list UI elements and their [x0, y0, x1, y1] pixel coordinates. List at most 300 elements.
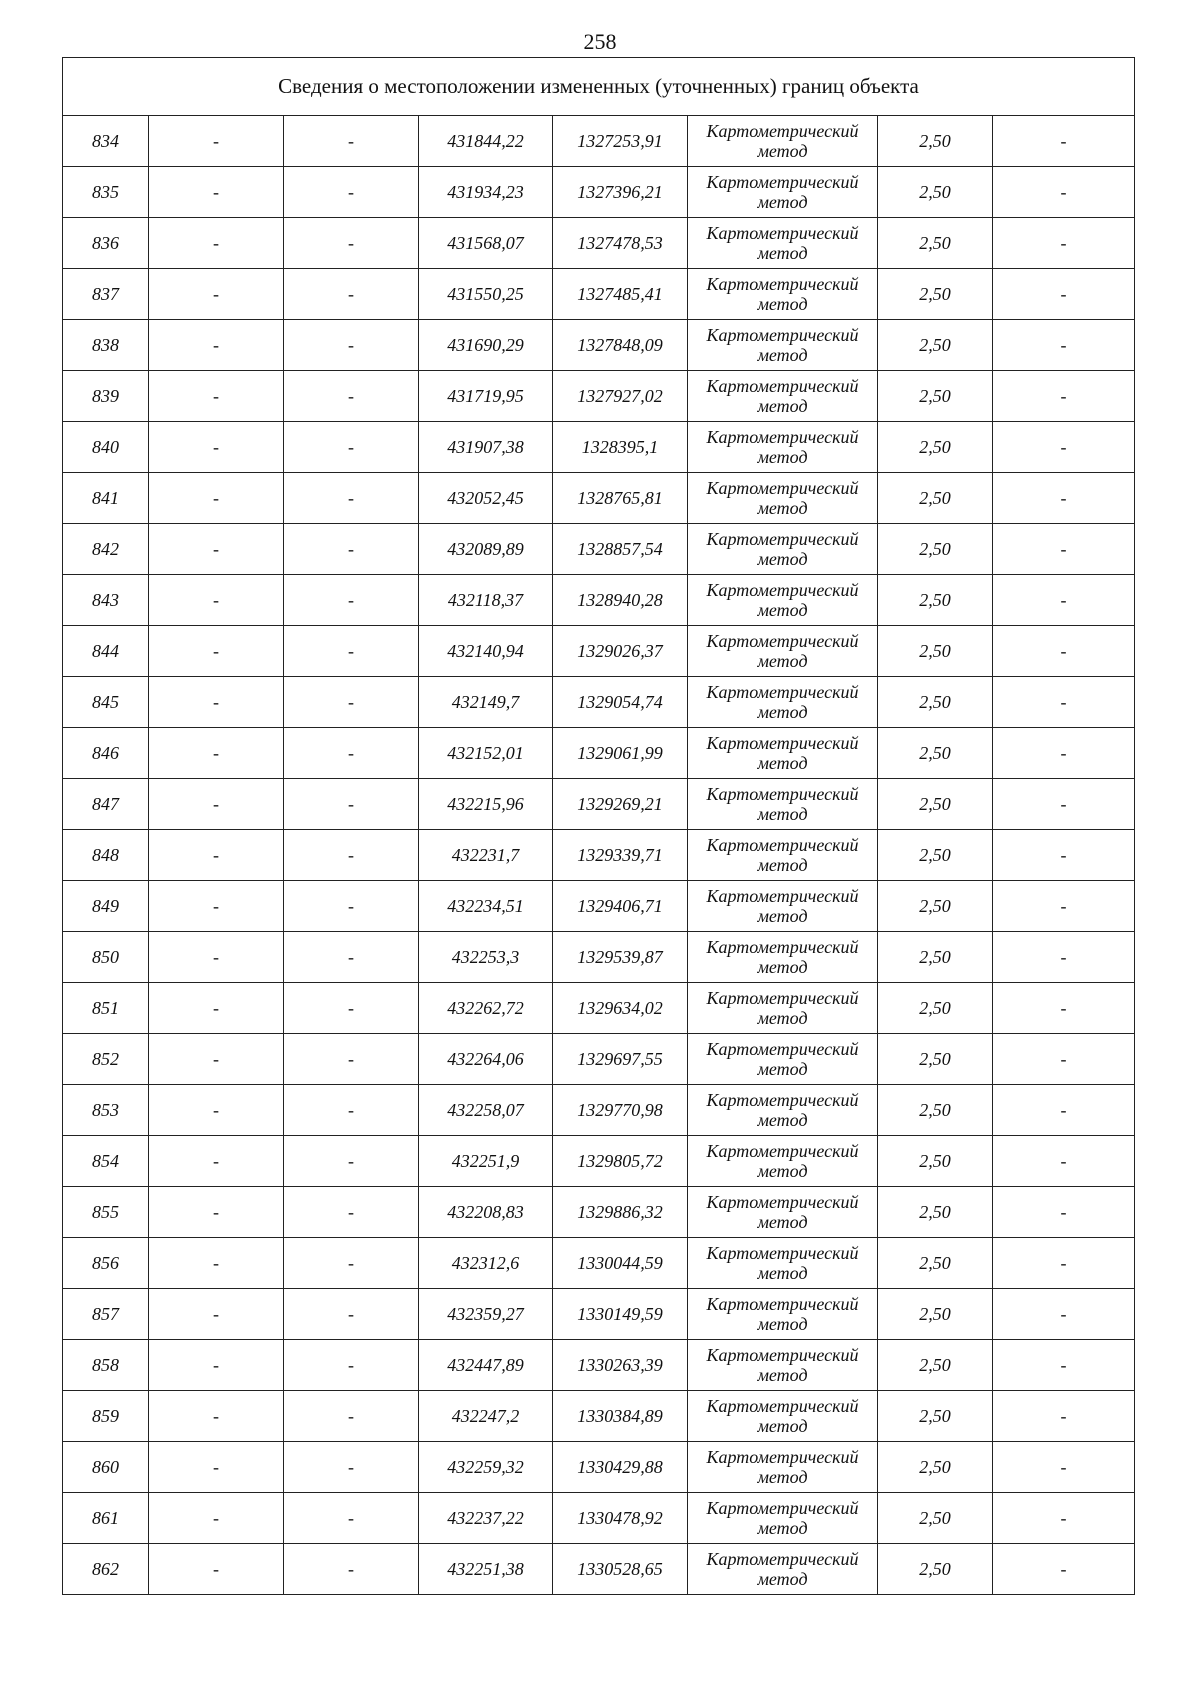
empty-cell: -	[149, 371, 284, 422]
method-cell	[688, 830, 878, 881]
method-line-2: метод	[757, 804, 808, 824]
x-coordinate-cell: 432089,89	[419, 524, 553, 575]
precision-cell: 2,50	[878, 1289, 993, 1340]
empty-cell: -	[284, 1340, 419, 1391]
empty-cell: -	[993, 1136, 1135, 1187]
precision-cell: 2,50	[878, 116, 993, 167]
empty-cell: -	[149, 422, 284, 473]
method-line-1: Картометрический	[706, 937, 859, 957]
method-line-1: Картометрический	[706, 886, 859, 906]
empty-cell: -	[284, 1136, 419, 1187]
y-coordinate-cell: 1330263,39	[553, 1340, 688, 1391]
point-number-cell: 853	[63, 1085, 149, 1136]
method-cell	[688, 269, 878, 320]
y-coordinate-cell: 1329339,71	[553, 830, 688, 881]
method-line-2: метод	[757, 1161, 808, 1181]
table-row	[63, 218, 1135, 269]
table-row	[63, 116, 1135, 167]
point-number-cell: 854	[63, 1136, 149, 1187]
method-line-1: Картометрический	[706, 988, 859, 1008]
page-number: 258	[583, 29, 617, 54]
method-line-1: Картометрический	[706, 682, 859, 702]
method-line-2: метод	[757, 1314, 808, 1334]
precision-cell: 2,50	[878, 167, 993, 218]
point-number-cell: 845	[63, 677, 149, 728]
method-line-1: Картометрический	[706, 631, 859, 651]
x-coordinate-cell: 432259,32	[419, 1442, 553, 1493]
y-coordinate-cell: 1330429,88	[553, 1442, 688, 1493]
method-line-2: метод	[757, 1212, 808, 1232]
method-cell	[688, 116, 878, 167]
empty-cell: -	[993, 1034, 1135, 1085]
y-coordinate-cell: 1330478,92	[553, 1493, 688, 1544]
x-coordinate-cell: 432359,27	[419, 1289, 553, 1340]
x-coordinate-cell: 431907,38	[419, 422, 553, 473]
empty-cell: -	[993, 473, 1135, 524]
x-coordinate-cell: 432234,51	[419, 881, 553, 932]
y-coordinate-cell: 1329054,74	[553, 677, 688, 728]
precision-cell: 2,50	[878, 473, 993, 524]
x-coordinate-cell: 432052,45	[419, 473, 553, 524]
precision-cell: 2,50	[878, 1340, 993, 1391]
method-line-1: Картометрический	[706, 733, 859, 753]
empty-cell: -	[149, 1391, 284, 1442]
precision-cell: 2,50	[878, 1544, 993, 1595]
precision-cell: 2,50	[878, 626, 993, 677]
x-coordinate-cell: 432149,7	[419, 677, 553, 728]
method-cell	[688, 677, 878, 728]
y-coordinate-cell: 1328395,1	[553, 422, 688, 473]
table-row	[63, 932, 1135, 983]
empty-cell: -	[284, 269, 419, 320]
method-cell	[688, 626, 878, 677]
y-coordinate-cell: 1329406,71	[553, 881, 688, 932]
method-line-2: метод	[757, 753, 808, 773]
empty-cell: -	[284, 626, 419, 677]
point-number-cell: 835	[63, 167, 149, 218]
method-line-2: метод	[757, 294, 808, 314]
method-line-1: Картометрический	[706, 1141, 859, 1161]
empty-cell: -	[149, 830, 284, 881]
empty-cell: -	[993, 1187, 1135, 1238]
x-coordinate-cell: 432253,3	[419, 932, 553, 983]
method-line-2: метод	[757, 1518, 808, 1538]
point-number-cell: 842	[63, 524, 149, 575]
empty-cell: -	[284, 1187, 419, 1238]
empty-cell: -	[149, 1034, 284, 1085]
precision-cell: 2,50	[878, 728, 993, 779]
y-coordinate-cell: 1327485,41	[553, 269, 688, 320]
method-line-1: Картометрический	[706, 325, 859, 345]
x-coordinate-cell: 431719,95	[419, 371, 553, 422]
empty-cell: -	[149, 1085, 284, 1136]
method-line-1: Картометрический	[706, 1192, 859, 1212]
point-number-cell: 839	[63, 371, 149, 422]
empty-cell: -	[284, 983, 419, 1034]
method-line-2: метод	[757, 498, 808, 518]
method-line-1: Картометрический	[706, 274, 859, 294]
empty-cell: -	[993, 1544, 1135, 1595]
point-number-cell: 850	[63, 932, 149, 983]
method-line-2: метод	[757, 549, 808, 569]
method-line-2: метод	[757, 957, 808, 977]
table-row	[63, 1391, 1135, 1442]
method-line-1: Картометрический	[706, 121, 859, 141]
method-line-2: метод	[757, 1416, 808, 1436]
empty-cell: -	[149, 881, 284, 932]
precision-cell: 2,50	[878, 1493, 993, 1544]
method-line-2: метод	[757, 651, 808, 671]
y-coordinate-cell: 1330384,89	[553, 1391, 688, 1442]
empty-cell: -	[149, 1187, 284, 1238]
x-coordinate-cell: 432251,9	[419, 1136, 553, 1187]
method-line-1: Картометрический	[706, 835, 859, 855]
empty-cell: -	[284, 1238, 419, 1289]
method-line-1: Картометрический	[706, 1447, 859, 1467]
method-cell	[688, 932, 878, 983]
y-coordinate-cell: 1327478,53	[553, 218, 688, 269]
x-coordinate-cell: 432258,07	[419, 1085, 553, 1136]
empty-cell: -	[993, 728, 1135, 779]
empty-cell: -	[149, 1136, 284, 1187]
table-row	[63, 575, 1135, 626]
y-coordinate-cell: 1329634,02	[553, 983, 688, 1034]
empty-cell: -	[149, 575, 284, 626]
empty-cell: -	[284, 779, 419, 830]
empty-cell: -	[149, 728, 284, 779]
precision-cell: 2,50	[878, 524, 993, 575]
table-row	[63, 269, 1135, 320]
empty-cell: -	[284, 422, 419, 473]
table-row	[63, 1085, 1135, 1136]
x-coordinate-cell: 432312,6	[419, 1238, 553, 1289]
table-row	[63, 779, 1135, 830]
method-line-1: Картометрический	[706, 1090, 859, 1110]
empty-cell: -	[993, 1289, 1135, 1340]
table-row	[63, 473, 1135, 524]
method-line-1: Картометрический	[706, 427, 859, 447]
precision-cell: 2,50	[878, 830, 993, 881]
empty-cell: -	[284, 1034, 419, 1085]
method-line-2: метод	[757, 345, 808, 365]
table-row	[63, 1544, 1135, 1595]
y-coordinate-cell: 1327848,09	[553, 320, 688, 371]
precision-cell: 2,50	[878, 1034, 993, 1085]
x-coordinate-cell: 432447,89	[419, 1340, 553, 1391]
empty-cell: -	[993, 779, 1135, 830]
empty-cell: -	[284, 830, 419, 881]
method-line-1: Картометрический	[706, 1549, 859, 1569]
empty-cell: -	[149, 473, 284, 524]
empty-cell: -	[993, 1391, 1135, 1442]
y-coordinate-cell: 1329026,37	[553, 626, 688, 677]
table-title: Сведения о местоположении измененных (уточненных) границ объекта	[63, 58, 1135, 116]
method-line-2: метод	[757, 447, 808, 467]
empty-cell: -	[993, 881, 1135, 932]
empty-cell: -	[149, 269, 284, 320]
table-row	[63, 524, 1135, 575]
empty-cell: -	[993, 218, 1135, 269]
empty-cell: -	[993, 371, 1135, 422]
method-line-2: метод	[757, 141, 808, 161]
point-number-cell: 851	[63, 983, 149, 1034]
method-line-2: метод	[757, 396, 808, 416]
empty-cell: -	[149, 218, 284, 269]
point-number-cell: 862	[63, 1544, 149, 1595]
empty-cell: -	[993, 830, 1135, 881]
empty-cell: -	[149, 779, 284, 830]
x-coordinate-cell: 432251,38	[419, 1544, 553, 1595]
empty-cell: -	[284, 932, 419, 983]
table-row	[63, 1034, 1135, 1085]
point-number-cell: 855	[63, 1187, 149, 1238]
empty-cell: -	[284, 116, 419, 167]
method-cell	[688, 1034, 878, 1085]
empty-cell: -	[993, 524, 1135, 575]
point-number-cell: 841	[63, 473, 149, 524]
empty-cell: -	[149, 1238, 284, 1289]
x-coordinate-cell: 432208,83	[419, 1187, 553, 1238]
empty-cell: -	[993, 575, 1135, 626]
point-number-cell: 857	[63, 1289, 149, 1340]
table-row	[63, 422, 1135, 473]
point-number-cell: 843	[63, 575, 149, 626]
empty-cell: -	[993, 1340, 1135, 1391]
precision-cell: 2,50	[878, 779, 993, 830]
empty-cell: -	[149, 1289, 284, 1340]
x-coordinate-cell: 431550,25	[419, 269, 553, 320]
empty-cell: -	[149, 320, 284, 371]
method-line-1: Картометрический	[706, 478, 859, 498]
point-number-cell: 838	[63, 320, 149, 371]
method-cell	[688, 575, 878, 626]
point-number-cell: 847	[63, 779, 149, 830]
y-coordinate-cell: 1329770,98	[553, 1085, 688, 1136]
empty-cell: -	[284, 1391, 419, 1442]
x-coordinate-cell: 431568,07	[419, 218, 553, 269]
y-coordinate-cell: 1329269,21	[553, 779, 688, 830]
x-coordinate-cell: 432215,96	[419, 779, 553, 830]
point-number-cell: 834	[63, 116, 149, 167]
x-coordinate-cell: 431690,29	[419, 320, 553, 371]
point-number-cell: 840	[63, 422, 149, 473]
method-cell	[688, 1238, 878, 1289]
empty-cell: -	[284, 167, 419, 218]
method-line-1: Картометрический	[706, 1243, 859, 1263]
point-number-cell: 844	[63, 626, 149, 677]
point-number-cell: 859	[63, 1391, 149, 1442]
empty-cell: -	[149, 1340, 284, 1391]
method-cell	[688, 728, 878, 779]
method-line-1: Картометрический	[706, 1294, 859, 1314]
point-number-cell: 836	[63, 218, 149, 269]
empty-cell: -	[993, 320, 1135, 371]
method-line-2: метод	[757, 1263, 808, 1283]
x-coordinate-cell: 432231,7	[419, 830, 553, 881]
method-line-1: Картометрический	[706, 580, 859, 600]
precision-cell: 2,50	[878, 371, 993, 422]
method-line-2: метод	[757, 1467, 808, 1487]
method-line-2: метод	[757, 192, 808, 212]
precision-cell: 2,50	[878, 932, 993, 983]
method-cell	[688, 1544, 878, 1595]
precision-cell: 2,50	[878, 320, 993, 371]
precision-cell: 2,50	[878, 269, 993, 320]
empty-cell: -	[993, 677, 1135, 728]
table-row	[63, 830, 1135, 881]
empty-cell: -	[993, 269, 1135, 320]
precision-cell: 2,50	[878, 983, 993, 1034]
empty-cell: -	[149, 626, 284, 677]
method-line-1: Картометрический	[706, 784, 859, 804]
empty-cell: -	[149, 524, 284, 575]
method-line-1: Картометрический	[706, 1345, 859, 1365]
point-number-cell: 856	[63, 1238, 149, 1289]
method-line-1: Картометрический	[706, 1498, 859, 1518]
y-coordinate-cell: 1328857,54	[553, 524, 688, 575]
y-coordinate-cell: 1327396,21	[553, 167, 688, 218]
empty-cell: -	[993, 1085, 1135, 1136]
table-row	[63, 167, 1135, 218]
y-coordinate-cell: 1330528,65	[553, 1544, 688, 1595]
precision-cell: 2,50	[878, 1187, 993, 1238]
y-coordinate-cell: 1328765,81	[553, 473, 688, 524]
point-number-cell: 849	[63, 881, 149, 932]
empty-cell: -	[284, 1085, 419, 1136]
empty-cell: -	[149, 116, 284, 167]
precision-cell: 2,50	[878, 1391, 993, 1442]
y-coordinate-cell: 1329061,99	[553, 728, 688, 779]
x-coordinate-cell: 431934,23	[419, 167, 553, 218]
empty-cell: -	[284, 524, 419, 575]
precision-cell: 2,50	[878, 1238, 993, 1289]
empty-cell: -	[993, 1238, 1135, 1289]
empty-cell: -	[149, 932, 284, 983]
method-line-2: метод	[757, 906, 808, 926]
table-row	[63, 371, 1135, 422]
empty-cell: -	[993, 167, 1135, 218]
precision-cell: 2,50	[878, 1136, 993, 1187]
method-line-1: Картометрический	[706, 1039, 859, 1059]
method-cell	[688, 320, 878, 371]
empty-cell: -	[284, 677, 419, 728]
empty-cell: -	[284, 1544, 419, 1595]
table-row	[63, 881, 1135, 932]
point-number-cell: 852	[63, 1034, 149, 1085]
method-cell	[688, 1340, 878, 1391]
empty-cell: -	[284, 728, 419, 779]
method-cell	[688, 1493, 878, 1544]
point-number-cell: 837	[63, 269, 149, 320]
y-coordinate-cell: 1330149,59	[553, 1289, 688, 1340]
point-number-cell: 861	[63, 1493, 149, 1544]
table-row	[63, 983, 1135, 1034]
table-body	[63, 116, 1135, 1595]
method-line-1: Картометрический	[706, 529, 859, 549]
method-line-2: метод	[757, 702, 808, 722]
empty-cell: -	[993, 422, 1135, 473]
method-line-2: метод	[757, 1008, 808, 1028]
y-coordinate-cell: 1330044,59	[553, 1238, 688, 1289]
point-number-cell: 860	[63, 1442, 149, 1493]
empty-cell: -	[284, 1493, 419, 1544]
table-row	[63, 320, 1135, 371]
empty-cell: -	[149, 1442, 284, 1493]
method-line-2: метод	[757, 600, 808, 620]
empty-cell: -	[993, 1493, 1135, 1544]
method-line-2: метод	[757, 855, 808, 875]
method-cell	[688, 422, 878, 473]
empty-cell: -	[284, 371, 419, 422]
precision-cell: 2,50	[878, 575, 993, 626]
empty-cell: -	[284, 1442, 419, 1493]
method-cell	[688, 167, 878, 218]
method-cell	[688, 1289, 878, 1340]
point-number-cell: 858	[63, 1340, 149, 1391]
y-coordinate-cell: 1327927,02	[553, 371, 688, 422]
y-coordinate-cell: 1329805,72	[553, 1136, 688, 1187]
boundary-table	[62, 57, 1135, 1595]
precision-cell: 2,50	[878, 1442, 993, 1493]
table-row	[63, 1136, 1135, 1187]
table-row	[63, 728, 1135, 779]
method-line-1: Картометрический	[706, 172, 859, 192]
empty-cell: -	[284, 218, 419, 269]
method-line-2: метод	[757, 243, 808, 263]
empty-cell: -	[993, 116, 1135, 167]
table-row	[63, 626, 1135, 677]
empty-cell: -	[284, 473, 419, 524]
x-coordinate-cell: 432237,22	[419, 1493, 553, 1544]
point-number-cell: 848	[63, 830, 149, 881]
empty-cell: -	[993, 932, 1135, 983]
y-coordinate-cell: 1327253,91	[553, 116, 688, 167]
y-coordinate-cell: 1329539,87	[553, 932, 688, 983]
precision-cell: 2,50	[878, 422, 993, 473]
method-line-2: метод	[757, 1059, 808, 1079]
method-cell	[688, 779, 878, 830]
precision-cell: 2,50	[878, 218, 993, 269]
method-cell	[688, 473, 878, 524]
empty-cell: -	[149, 983, 284, 1034]
empty-cell: -	[149, 1493, 284, 1544]
method-cell	[688, 881, 878, 932]
point-number-cell: 846	[63, 728, 149, 779]
method-cell	[688, 983, 878, 1034]
x-coordinate-cell: 432264,06	[419, 1034, 553, 1085]
method-line-1: Картометрический	[706, 223, 859, 243]
empty-cell: -	[149, 1544, 284, 1595]
table-row	[63, 1238, 1135, 1289]
table-row	[63, 1442, 1135, 1493]
method-cell	[688, 1085, 878, 1136]
method-line-1: Картометрический	[706, 376, 859, 396]
method-line-2: метод	[757, 1365, 808, 1385]
empty-cell: -	[993, 1442, 1135, 1493]
method-cell	[688, 524, 878, 575]
precision-cell: 2,50	[878, 881, 993, 932]
table-row	[63, 1340, 1135, 1391]
empty-cell: -	[284, 575, 419, 626]
x-coordinate-cell: 432140,94	[419, 626, 553, 677]
method-cell	[688, 1391, 878, 1442]
empty-cell: -	[284, 1289, 419, 1340]
precision-cell: 2,50	[878, 1085, 993, 1136]
table-row	[63, 1187, 1135, 1238]
table-row	[63, 677, 1135, 728]
precision-cell: 2,50	[878, 677, 993, 728]
method-line-1: Картометрический	[706, 1396, 859, 1416]
